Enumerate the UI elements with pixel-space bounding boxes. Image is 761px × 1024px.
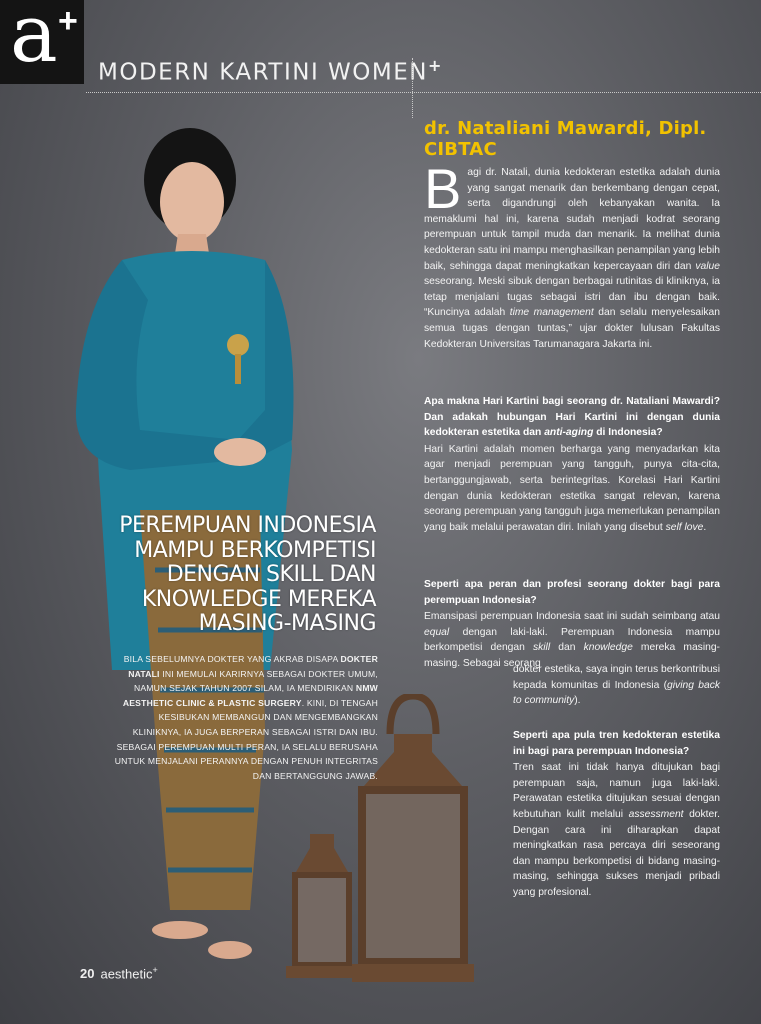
lead-paragraph: BILA SEBELUMNYA DOKTER YANG AKRAB DISAPA DOKTER NATALI INI MEMULAI KARIRNYA SEBAGAI DOKTER UMUM, NAMUN SEJAK TAHUN 2007 SILAM, IA MENDIRIKAN NMW AESTHETIC CLINIC & PLASTIC SURGERY. KINI, DI TENGAH KESIBUKAN MEMBANGUN DAN MENGEMBANGKAN KLINIKNYA, IA JUGA BERPERAN SEBAGAI ISTRI DAN IBU. SEBAGAI PEREMPUAN MULTI PERAN, IA SELALU BERUSAHA UNTUK MENJALANI PERANNYA DENGAN PENUH INTEGRITAS DAN BERTANGGUNG JAWAB. (114, 654, 378, 781)
large-lantern-base (352, 964, 474, 982)
portrait-left-foot (152, 921, 208, 939)
footer-brand-plus: + (152, 965, 158, 975)
logo-letter: a (10, 0, 58, 80)
qa-block-2 (424, 577, 720, 672)
large-lantern-top (364, 734, 462, 786)
small-lantern-top (296, 834, 348, 872)
portrait-brooch (227, 334, 249, 356)
qa-question-3: Seperti apa pula tren kedokteran estetika ini bagi para perempuan Indonesia? (513, 730, 720, 757)
qa-question-2: Seperti apa peran dan profesi seorang dokter bagi para perempuan Indonesia? (424, 579, 720, 606)
doctor-name: dr. Nataliani Mawardi, Dipl. CIBTAC (424, 118, 707, 160)
intro-paragraph: Bagi dr. Natali, dunia kedokteran estetika adalah dunia yang sangat menarik dan berkembang dengan cepat, serta digandrungi oleh kebanyakan wanita. Ia memaklumi hal ini, karena sudah menjadi kodrat seorang perempuan untuk tampil muda dan menarik. Ia melihat dunia kedokteran satu ini mampu menghasilkan penampilan yang lebih baik, sehingga dapat meningkatkan kepercayaan diri dan value seseorang. Meski sibuk dengan berbagai rutinitas di kliniknya, ia tetap menjalani tugas sebagai istri dan ibu dengan baik. “Kuncinya adalah time management dan selalu menyelesaikan semua tugas dengan tuntas,” ujar dokter lulusan Fakultas Kedokteran Universitas Tarumanagara Jakarta ini. (424, 157, 720, 350)
page-footer (80, 965, 158, 981)
logo-plus: + (58, 2, 78, 40)
small-lantern-glass (298, 878, 346, 962)
qa-answer-2-continued: dokter estetika, saya ingin terus berkontribusi kepada komunitas di Indonesia (giving back to community). (513, 664, 720, 707)
qa-answer-1: Hari Kartini adalah momen berharga yang menyadarkan kita agar menjadi perempuan yang tangguh, punya cita-cita, bertanggungjawab, serta berintegritas. Korelasi Hari Kartini dengan dunia kedokteran estetika sangat relevan, karena seorang perempuan yang tangguh juga memerlukan penampilan yang baik melalui perawatan diri. Inilah yang disebut self love. (424, 443, 720, 533)
portrait-brooch-drop (235, 354, 241, 384)
qa-question-1: Apa makna Hari Kartini bagi seorang dr. Nataliani Mawardi? Dan adakah hubungan Hari Kartini ini dengan dunia kedokteran estetika dan anti-aging di Indonesia? (424, 396, 720, 439)
portrait-hands (214, 438, 266, 466)
footer-brand: aesthetic (100, 966, 153, 982)
drop-cap: B (424, 157, 462, 220)
title-divider-horizontal (86, 92, 761, 93)
portrait-right-foot (208, 941, 252, 959)
pull-quote: PEREMPUAN INDONESIA MAMPU BERKOMPETISI DENGAN SKILL DAN KNOWLEDGE MEREKA MASING-MASING (119, 513, 376, 636)
section-title (98, 56, 443, 86)
portrait-face (160, 162, 224, 242)
qa-answer-3: Tren saat ini tidak hanya ditujukan bagi perempuan saja, namun juga laki-laki. Perawatan estetika ditujukan sesuai dengan kebutuhan kulit melalui assessment dokter. Dengan cara ini diharapkan dapat meningkatkan rasa percaya diri seseorang dan mampu berkompetisi di bidang masing-masing, sehingga sukses menjadi pribadi yang profesional. (513, 762, 720, 898)
qa-block-1 (424, 394, 720, 535)
section-title-text: MODERN KARTINI WOMEN (98, 59, 428, 86)
title-divider-vertical (412, 58, 413, 118)
page-number: 20 (80, 966, 95, 982)
section-title-plus: + (427, 56, 443, 75)
magazine-logo (0, 0, 84, 84)
qa-block-3 (513, 728, 720, 901)
small-lantern-base (286, 966, 358, 978)
large-lantern-glass (366, 794, 460, 958)
qa-answer-2: Emansipasi perempuan Indonesia saat ini sudah seimbang atau equal dengan laki-laki. Perempuan Indonesia mampu berkompetisi dengan skill dan knowledge mereka masing-masing. Sebagai seorang (424, 611, 720, 669)
large-lantern-ring (390, 696, 436, 734)
